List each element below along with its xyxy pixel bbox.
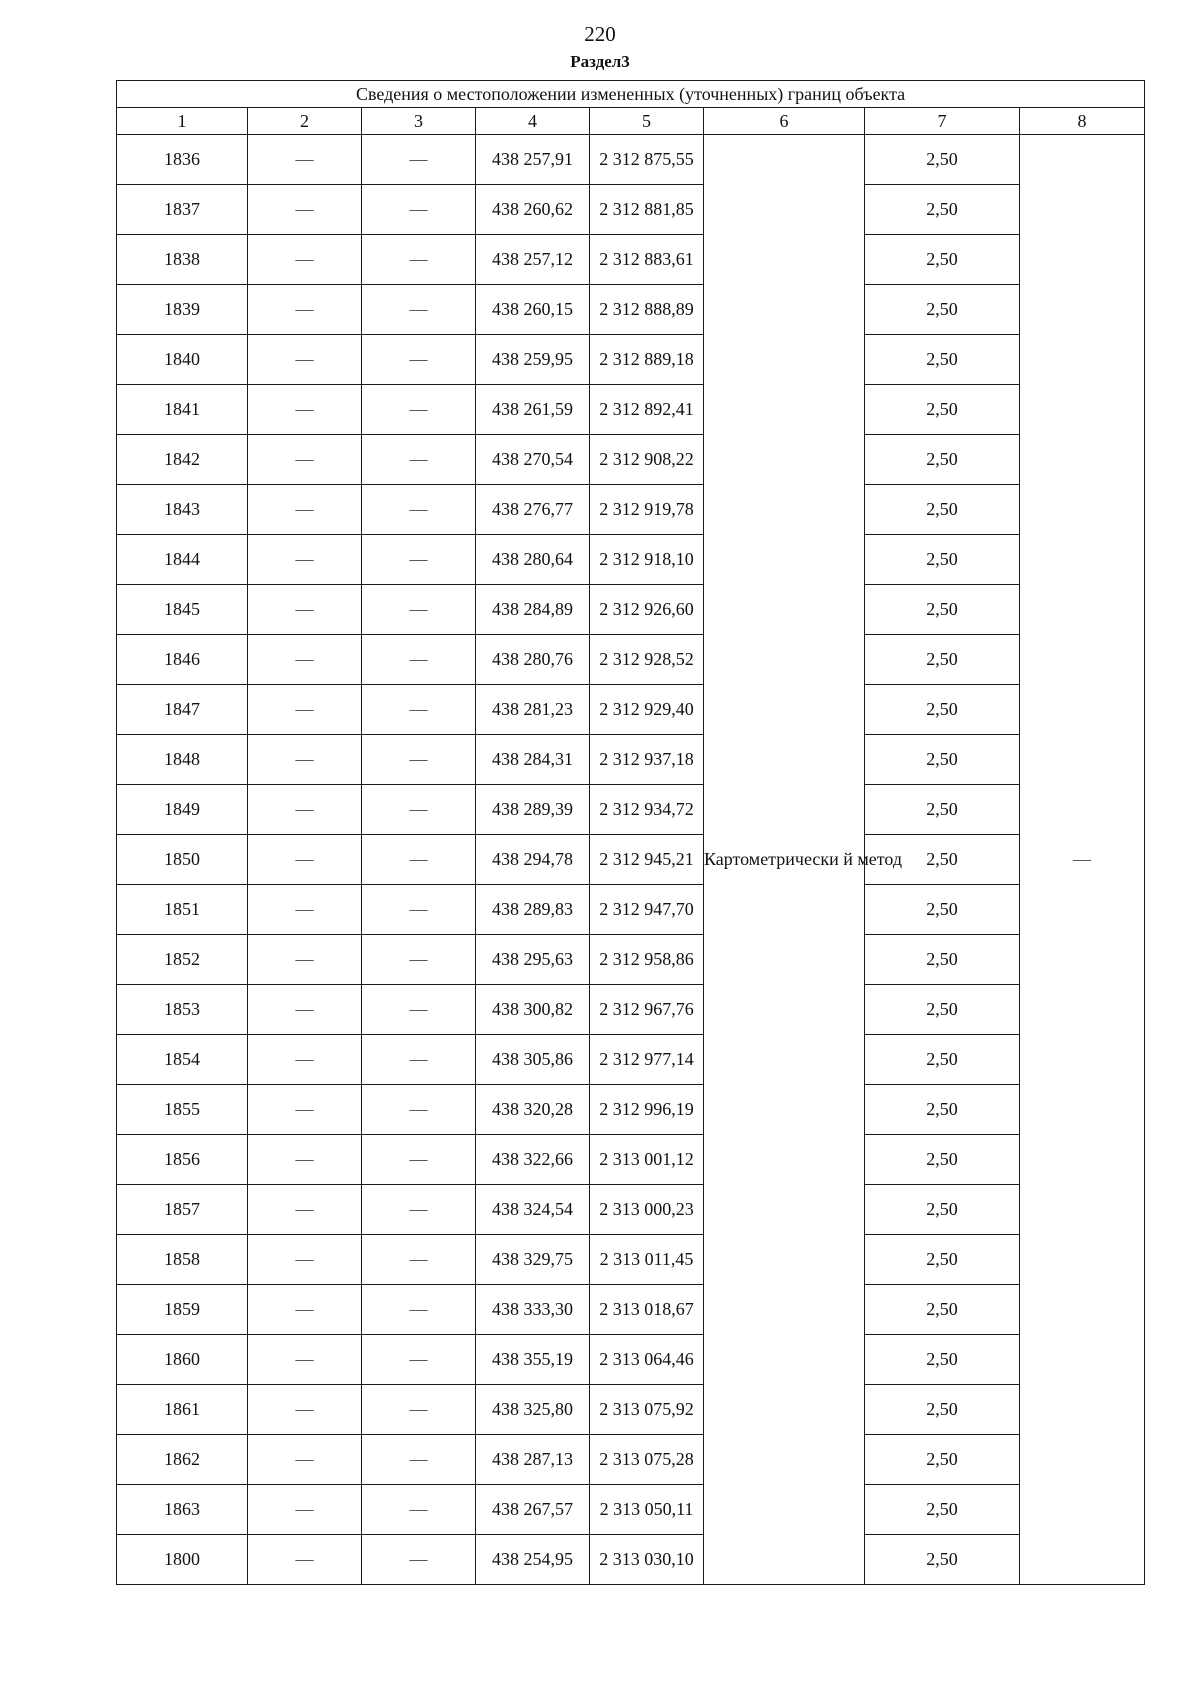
accuracy-cell: 2,50	[865, 1035, 1020, 1085]
accuracy-cell: 2,50	[865, 485, 1020, 535]
col2-cell: —	[248, 735, 362, 785]
table-row	[117, 235, 1145, 285]
y-coordinate-cell: 2 312 937,18	[590, 735, 704, 785]
column-number-3: 3	[362, 108, 476, 135]
table-row	[117, 585, 1145, 635]
x-coordinate-cell: 438 287,13	[476, 1435, 590, 1485]
accuracy-cell: 2,50	[865, 1185, 1020, 1235]
table-row	[117, 785, 1145, 835]
y-coordinate-cell: 2 312 958,86	[590, 935, 704, 985]
col2-cell: —	[248, 985, 362, 1035]
x-coordinate-cell: 438 294,78	[476, 835, 590, 885]
y-coordinate-cell: 2 313 075,28	[590, 1435, 704, 1485]
x-coordinate-cell: 438 284,31	[476, 735, 590, 785]
point-number-cell: 1839	[117, 285, 248, 335]
accuracy-cell: 2,50	[865, 185, 1020, 235]
y-coordinate-cell: 2 313 075,92	[590, 1385, 704, 1435]
point-number-cell: 1836	[117, 135, 248, 185]
point-number-cell: 1855	[117, 1085, 248, 1135]
table-caption: Сведения о местоположении измененных (уточненных) границ объекта	[117, 81, 1145, 108]
col3-cell: —	[362, 1135, 476, 1185]
y-coordinate-cell: 2 312 875,55	[590, 135, 704, 185]
point-number-cell: 1843	[117, 485, 248, 535]
y-coordinate-cell: 2 312 945,21	[590, 835, 704, 885]
col2-cell: —	[248, 885, 362, 935]
table-row	[117, 835, 1145, 885]
col3-cell: —	[362, 835, 476, 885]
table-row	[117, 1235, 1145, 1285]
y-coordinate-cell: 2 312 889,18	[590, 335, 704, 385]
col2-cell: —	[248, 235, 362, 285]
y-coordinate-cell: 2 312 888,89	[590, 285, 704, 335]
table-body	[117, 135, 1145, 1585]
point-number-cell: 1858	[117, 1235, 248, 1285]
col2-cell: —	[248, 835, 362, 885]
table-row	[117, 1485, 1145, 1535]
x-coordinate-cell: 438 295,63	[476, 935, 590, 985]
col2-cell: —	[248, 1135, 362, 1185]
point-number-cell: 1863	[117, 1485, 248, 1535]
x-coordinate-cell: 438 324,54	[476, 1185, 590, 1235]
point-number-cell: 1842	[117, 435, 248, 485]
accuracy-cell: 2,50	[865, 135, 1020, 185]
col2-cell: —	[248, 685, 362, 735]
col3-cell: —	[362, 335, 476, 385]
accuracy-cell: 2,50	[865, 885, 1020, 935]
col2-cell: —	[248, 285, 362, 335]
point-number-cell: 1841	[117, 385, 248, 435]
col3-cell: —	[362, 1435, 476, 1485]
point-number-cell: 1800	[117, 1535, 248, 1585]
point-number-cell: 1859	[117, 1285, 248, 1335]
point-number-cell: 1862	[117, 1435, 248, 1485]
point-number-cell: 1844	[117, 535, 248, 585]
col3-cell: —	[362, 585, 476, 635]
accuracy-cell: 2,50	[865, 1435, 1020, 1485]
x-coordinate-cell: 438 305,86	[476, 1035, 590, 1085]
y-coordinate-cell: 2 313 064,46	[590, 1335, 704, 1385]
accuracy-cell: 2,50	[865, 1335, 1020, 1385]
column-number-7: 7	[865, 108, 1020, 135]
y-coordinate-cell: 2 312 929,40	[590, 685, 704, 735]
col3-cell: —	[362, 735, 476, 785]
col3-cell: —	[362, 985, 476, 1035]
point-number-cell: 1852	[117, 935, 248, 985]
column-number-5: 5	[590, 108, 704, 135]
y-coordinate-cell: 2 312 947,70	[590, 885, 704, 935]
column-number-row	[117, 108, 1145, 135]
x-coordinate-cell: 438 320,28	[476, 1085, 590, 1135]
col3-cell: —	[362, 485, 476, 535]
x-coordinate-cell: 438 325,80	[476, 1385, 590, 1435]
accuracy-cell: 2,50	[865, 935, 1020, 985]
col3-cell: —	[362, 285, 476, 335]
y-coordinate-cell: 2 312 926,60	[590, 585, 704, 635]
col2-cell: —	[248, 1335, 362, 1385]
accuracy-cell: 2,50	[865, 785, 1020, 835]
accuracy-cell: 2,50	[865, 1285, 1020, 1335]
accuracy-cell: 2,50	[865, 235, 1020, 285]
x-coordinate-cell: 438 270,54	[476, 435, 590, 485]
x-coordinate-cell: 438 280,76	[476, 635, 590, 685]
x-coordinate-cell: 438 355,19	[476, 1335, 590, 1385]
col2-cell: —	[248, 535, 362, 585]
table-row	[117, 1135, 1145, 1185]
method-cell: Картометрически й метод	[704, 135, 865, 1585]
col2-cell: —	[248, 385, 362, 435]
col2-cell: —	[248, 1185, 362, 1235]
y-coordinate-cell: 2 312 908,22	[590, 435, 704, 485]
point-number-cell: 1845	[117, 585, 248, 635]
table-row	[117, 1185, 1145, 1235]
x-coordinate-cell: 438 260,15	[476, 285, 590, 335]
y-coordinate-cell: 2 313 030,10	[590, 1535, 704, 1585]
col3-cell: —	[362, 435, 476, 485]
col3-cell: —	[362, 535, 476, 585]
accuracy-cell: 2,50	[865, 435, 1020, 485]
col2-cell: —	[248, 1485, 362, 1535]
y-coordinate-cell: 2 313 001,12	[590, 1135, 704, 1185]
point-number-cell: 1857	[117, 1185, 248, 1235]
x-coordinate-cell: 438 267,57	[476, 1485, 590, 1535]
y-coordinate-cell: 2 312 928,52	[590, 635, 704, 685]
column-number-6: 6	[704, 108, 865, 135]
point-number-cell: 1837	[117, 185, 248, 235]
col3-cell: —	[362, 1385, 476, 1435]
y-coordinate-cell: 2 312 883,61	[590, 235, 704, 285]
table-row	[117, 335, 1145, 385]
accuracy-cell: 2,50	[865, 585, 1020, 635]
col2-cell: —	[248, 1535, 362, 1585]
col3-cell: —	[362, 685, 476, 735]
col3-cell: —	[362, 1535, 476, 1585]
col3-cell: —	[362, 185, 476, 235]
y-coordinate-cell: 2 312 881,85	[590, 185, 704, 235]
col2-cell: —	[248, 435, 362, 485]
y-coordinate-cell: 2 312 967,76	[590, 985, 704, 1035]
table-row	[117, 135, 1145, 185]
table-row	[117, 385, 1145, 435]
point-number-cell: 1860	[117, 1335, 248, 1385]
col2-cell: —	[248, 585, 362, 635]
table-row	[117, 485, 1145, 535]
table-row	[117, 1085, 1145, 1135]
x-coordinate-cell: 438 276,77	[476, 485, 590, 535]
table-row	[117, 1535, 1145, 1585]
accuracy-cell: 2,50	[865, 835, 1020, 885]
col3-cell: —	[362, 1185, 476, 1235]
x-coordinate-cell: 438 329,75	[476, 1235, 590, 1285]
x-coordinate-cell: 438 284,89	[476, 585, 590, 635]
col2-cell: —	[248, 1285, 362, 1335]
col2-cell: —	[248, 1235, 362, 1285]
table-row	[117, 935, 1145, 985]
x-coordinate-cell: 438 281,23	[476, 685, 590, 735]
boundary-coordinates-table	[116, 80, 1145, 1585]
point-number-cell: 1848	[117, 735, 248, 785]
column-number-4: 4	[476, 108, 590, 135]
col3-cell: —	[362, 1085, 476, 1135]
table-row	[117, 735, 1145, 785]
x-coordinate-cell: 438 260,62	[476, 185, 590, 235]
table-row	[117, 535, 1145, 585]
accuracy-cell: 2,50	[865, 535, 1020, 585]
point-number-cell: 1856	[117, 1135, 248, 1185]
x-coordinate-cell: 438 254,95	[476, 1535, 590, 1585]
table-row	[117, 985, 1145, 1035]
point-number-cell: 1850	[117, 835, 248, 885]
point-number-cell: 1838	[117, 235, 248, 285]
accuracy-cell: 2,50	[865, 735, 1020, 785]
col2-cell: —	[248, 635, 362, 685]
accuracy-cell: 2,50	[865, 1135, 1020, 1185]
col2-cell: —	[248, 485, 362, 535]
col2-cell: —	[248, 135, 362, 185]
table-row	[117, 685, 1145, 735]
column-number-2: 2	[248, 108, 362, 135]
point-number-cell: 1847	[117, 685, 248, 735]
y-coordinate-cell: 2 312 892,41	[590, 385, 704, 435]
y-coordinate-cell: 2 313 018,67	[590, 1285, 704, 1335]
col2-cell: —	[248, 1085, 362, 1135]
col2-cell: —	[248, 335, 362, 385]
col3-cell: —	[362, 235, 476, 285]
col2-cell: —	[248, 1435, 362, 1485]
col8-cell: —	[1020, 135, 1145, 1585]
y-coordinate-cell: 2 313 011,45	[590, 1235, 704, 1285]
accuracy-cell: 2,50	[865, 335, 1020, 385]
accuracy-cell: 2,50	[865, 1085, 1020, 1135]
col2-cell: —	[248, 1035, 362, 1085]
point-number-cell: 1840	[117, 335, 248, 385]
accuracy-cell: 2,50	[865, 985, 1020, 1035]
x-coordinate-cell: 438 257,91	[476, 135, 590, 185]
x-coordinate-cell: 438 289,39	[476, 785, 590, 835]
col3-cell: —	[362, 1285, 476, 1335]
point-number-cell: 1849	[117, 785, 248, 835]
col3-cell: —	[362, 885, 476, 935]
table-row	[117, 1435, 1145, 1485]
accuracy-cell: 2,50	[865, 285, 1020, 335]
point-number-cell: 1861	[117, 1385, 248, 1435]
col3-cell: —	[362, 135, 476, 185]
page-number: 220	[584, 22, 616, 46]
table-row	[117, 635, 1145, 685]
col2-cell: —	[248, 785, 362, 835]
x-coordinate-cell: 438 322,66	[476, 1135, 590, 1185]
col3-cell: —	[362, 935, 476, 985]
y-coordinate-cell: 2 312 996,19	[590, 1085, 704, 1135]
col3-cell: —	[362, 1335, 476, 1385]
x-coordinate-cell: 438 261,59	[476, 385, 590, 435]
col3-cell: —	[362, 1035, 476, 1085]
column-number-1: 1	[117, 108, 248, 135]
y-coordinate-cell: 2 312 977,14	[590, 1035, 704, 1085]
y-coordinate-cell: 2 313 050,11	[590, 1485, 704, 1535]
col3-cell: —	[362, 635, 476, 685]
col3-cell: —	[362, 1485, 476, 1535]
x-coordinate-cell: 438 257,12	[476, 235, 590, 285]
table-row	[117, 1285, 1145, 1335]
point-number-cell: 1846	[117, 635, 248, 685]
col3-cell: —	[362, 785, 476, 835]
table-row	[117, 185, 1145, 235]
point-number-cell: 1851	[117, 885, 248, 935]
x-coordinate-cell: 438 289,83	[476, 885, 590, 935]
table-row	[117, 885, 1145, 935]
col2-cell: —	[248, 935, 362, 985]
x-coordinate-cell: 438 300,82	[476, 985, 590, 1035]
x-coordinate-cell: 438 280,64	[476, 535, 590, 585]
col3-cell: —	[362, 385, 476, 435]
y-coordinate-cell: 2 312 918,10	[590, 535, 704, 585]
table-row	[117, 1035, 1145, 1085]
point-number-cell: 1853	[117, 985, 248, 1035]
accuracy-cell: 2,50	[865, 685, 1020, 735]
table-row	[117, 1335, 1145, 1385]
table-row	[117, 285, 1145, 335]
point-number-cell: 1854	[117, 1035, 248, 1085]
table-row	[117, 1385, 1145, 1435]
col2-cell: —	[248, 185, 362, 235]
col3-cell: —	[362, 1235, 476, 1285]
x-coordinate-cell: 438 259,95	[476, 335, 590, 385]
accuracy-cell: 2,50	[865, 635, 1020, 685]
accuracy-cell: 2,50	[865, 1535, 1020, 1585]
accuracy-cell: 2,50	[865, 1485, 1020, 1535]
x-coordinate-cell: 438 333,30	[476, 1285, 590, 1335]
y-coordinate-cell: 2 312 934,72	[590, 785, 704, 835]
table-row	[117, 435, 1145, 485]
y-coordinate-cell: 2 313 000,23	[590, 1185, 704, 1235]
column-number-8: 8	[1020, 108, 1145, 135]
accuracy-cell: 2,50	[865, 385, 1020, 435]
y-coordinate-cell: 2 312 919,78	[590, 485, 704, 535]
section-title: Раздел3	[570, 52, 630, 71]
col2-cell: —	[248, 1385, 362, 1435]
accuracy-cell: 2,50	[865, 1235, 1020, 1285]
accuracy-cell: 2,50	[865, 1385, 1020, 1435]
